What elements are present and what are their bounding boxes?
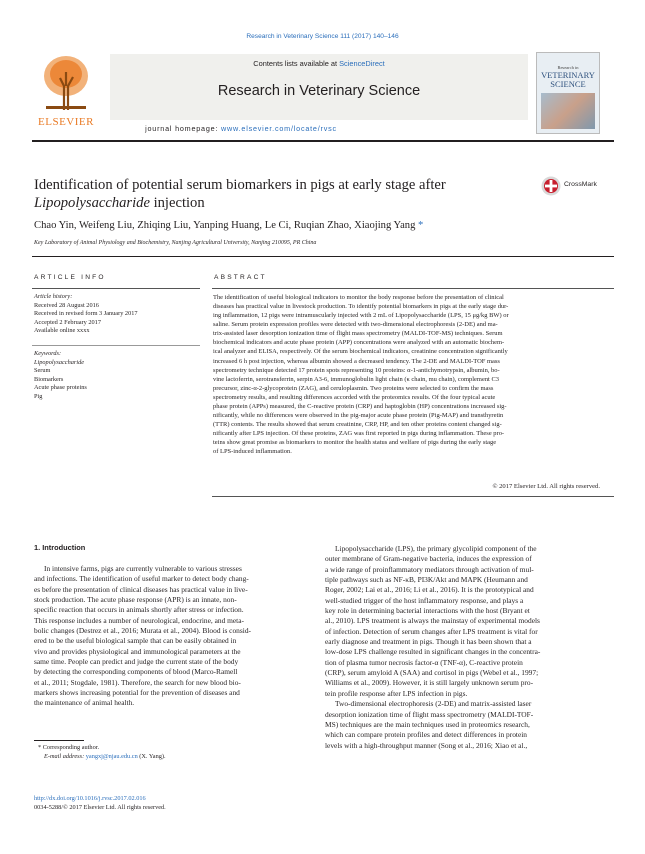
keyword-item: Biomarkers: [34, 375, 64, 383]
introduction-right-column: [325, 544, 603, 751]
body-line: which can compare protein profiles and detect differences in protein: [325, 730, 528, 740]
introduction-left-column: [34, 564, 306, 709]
history-item: Received in revised form 3 January 2017: [34, 310, 138, 317]
article-title-lps: Lipopolysaccharide: [34, 195, 150, 211]
body-line: Two-dimensional electrophoresis (2-DE) and matrix-assisted laser: [335, 699, 532, 709]
abstract-line: biochemical indicators and acute phase protein (APP) concentrations were analyzed with an automatic biochem-: [213, 339, 505, 347]
abstract-line: trix-assisted laser desorption ionization time of flight mass spectrometry (MALDI-TOF-MS) techniques. Serum: [213, 330, 503, 338]
abstract-heading: ABSTRACT: [214, 274, 267, 281]
body-line: outer membrane of Gram-negative bacteria, induces the expression of: [325, 554, 532, 564]
keywords: [34, 350, 200, 401]
abstract-line: phase protein (APPs) measured, the C-reactive protein (CRP) and haptoglobin (HP) concentrations increased sig-: [213, 402, 507, 410]
body-line: the maintenance of animal health.: [34, 698, 135, 708]
author-affiliation: Key Laboratory of Animal Physiology and Biochemistry, Nanjing Agricultural University, Nanjing 210095, PR China: [34, 240, 317, 246]
body-line: Williams et al., 2009). However, it is still largely unknown serum pro-: [325, 678, 534, 688]
body-line: stock production. The acute phase response (APR) is an innate, non-: [34, 595, 237, 605]
doi-block: [34, 795, 166, 812]
body-line: early diagnose and treatment in pigs. Though it has been shown that a: [325, 637, 532, 647]
abstract-line: (TTR) contents. The results showed that serum creatinine, CRP, HP, and ten other proteins content changed sig-: [213, 421, 502, 429]
body-line: es before the presentation of clinical diseases has practical value in live-: [34, 584, 248, 594]
keyword-item: Acute phase proteins: [34, 384, 87, 391]
body-line: tiple pathways such as NF-κB, PI3K/Akt and MAPK (Heumann and: [325, 575, 528, 585]
author-list: [34, 220, 423, 231]
article-info-rule: [32, 288, 200, 289]
body-line: key role in determining bacterial interactions with the host (Bryant et: [325, 606, 530, 616]
body-line: bolic changes (Destrez et al., 2016; Murata et al., 2004). Blood is consid-: [34, 626, 251, 636]
contents-line: [110, 59, 528, 68]
cover-line-3: SCIENCE: [550, 79, 586, 89]
history-item: Accepted 2 February 2017: [34, 318, 101, 326]
article-title-line-1: Identification of potential serum biomarkers in pigs at early stage after: [34, 177, 446, 193]
crossmark-icon: [541, 176, 561, 196]
abstract-line: saline. Serum protein expression profiles were detected with two-dimensional electrophoresis (2-DE) and ma-: [213, 321, 498, 329]
email-label: E-mail address:: [44, 752, 86, 760]
article-info-heading: ARTICLE INFO: [34, 274, 106, 281]
header-rule: [32, 256, 614, 257]
abstract-line: nificantly, while no differences were observed in the pig-major acute phase protein (Pig-MAP) and transthyretin: [213, 412, 504, 420]
keyword-item: Pig: [34, 392, 43, 400]
history-item: Available online xxxx: [34, 327, 90, 334]
contents-prefix: Contents lists available at: [253, 59, 340, 68]
abstract-line: ical analyzer and ELISA, respectively. Of the serum biochemical indicators, creatinine concentration significantly: [213, 348, 508, 356]
abstract-line: precursor, zinc-α-2-glycoprotein (ZAG), and ceruloplasmin. Two proteins were selected to confirm the mass: [213, 384, 494, 392]
abstract-line: nificantly after LPS injection. Of these proteins, ZAG was first reported in pigs during inflammation. These pro-: [213, 430, 505, 438]
body-line: et al., 2011; Stogdale, 1981). Therefore, the search for new blood bio-: [34, 677, 241, 687]
corresponding-author-label: Corresponding author.: [42, 744, 100, 751]
cover-image: [541, 93, 595, 129]
body-line: same time. People can predict and judge the current state of the body: [34, 657, 239, 667]
body-line: al., 2010). LPS treatment is always the mainstay of experimental models: [325, 616, 540, 626]
cover-line-2: VETERINARY: [541, 70, 595, 80]
body-line: by detecting the corresponding components of blood (Marco-Ramell: [34, 667, 238, 677]
body-line: desorption ionization time of flight mass spectrometry (MALDI-TOF-: [325, 709, 534, 719]
body-line: of infection. Detection of serum changes after LPS treatment is vital for: [325, 626, 538, 636]
abstract-line: ing inflammation, 12 pigs were intramuscularly injected with 2 mL of Lipopolysaccharide (LPS, 15 μg/kg BW) or: [213, 312, 509, 320]
history-item: Received 28 August 2016: [34, 301, 99, 309]
body-line: ered to be the useful biological sample that can be easily obtained in: [34, 636, 237, 646]
body-line: tion of plasma tumor necrosis factor-α (TNF-α), C-reactive protein: [325, 657, 523, 667]
sciencedirect-link[interactable]: ScienceDirect: [339, 59, 385, 68]
body-line: Roger, 2002; Lai et al., 2016; Li et al., 2016). It is the prototypical and: [325, 585, 534, 595]
homepage-label: journal homepage:: [145, 124, 222, 133]
article-history: [34, 293, 200, 336]
journal-citation-header[interactable]: Research in Veterinary Science 111 (2017) 140–146: [246, 33, 399, 40]
body-line: markers shows increasing potential for the prevention of diseases and: [34, 688, 240, 698]
keyword-item: Lipopolysaccharide: [34, 358, 85, 366]
abstract-line: of LPS-induced inflammation.: [213, 448, 292, 456]
body-line: low-dose LPS challenge resulted in significant changes in the concentra-: [325, 647, 541, 657]
body-line: a wide range of proinflammatory mediators through activation of mul-: [325, 564, 534, 574]
introduction-heading: 1. Introduction: [34, 543, 86, 552]
body-line: MS) techniques are the main techniques used in proteomics research,: [325, 719, 530, 729]
doi-link[interactable]: http://dx.doi.org/10.1016/j.rvsc.2017.02.016: [34, 795, 146, 802]
abstract-line: spectrometry results, and resulting differences accorded with the proteomics results. Of the four typical acute: [213, 393, 496, 401]
issn-line: 0034-5288/© 2017 Elsevier Ltd. All rights reserved.: [34, 803, 166, 811]
journal-homepage-line: [32, 124, 450, 133]
abstract-rule: [212, 288, 614, 289]
abstract-line: spectrometry technique detected 17 protein spots representing 10 proteins: α-1-antichymotrypsin, albumin, bo-: [213, 366, 500, 374]
author-email-link[interactable]: yangxj@njau.edu.cn: [85, 752, 138, 760]
footnote-marker: *: [38, 744, 42, 751]
journal-title: Research in Veterinary Science: [217, 83, 421, 99]
body-line: (CRP), serum amyloid A (SAA) and cortisol in pigs (Webel et al., 1997;: [325, 668, 539, 678]
body-line: tein profile response after LPS infection in pigs.: [325, 688, 468, 698]
abstract-line: teins show great promise as biomarkers to monitor the health status and welfare of pigs during the early stage: [213, 439, 497, 447]
abstract-line: vine lactoferrin, serotransferrin, serpin A3-6, immunoglobulin light chain (κ chain, mu chain), complement C3: [213, 375, 500, 383]
journal-cover-thumbnail[interactable]: [536, 52, 600, 134]
body-line: specific reaction that occurs in animals shortly after stress or infection.: [34, 605, 244, 615]
article-title: [34, 176, 514, 212]
body-line: vivo and provides physiological and immunological parameters at the: [34, 646, 241, 656]
footnote: [34, 744, 166, 761]
abstract-end-rule: [212, 496, 614, 497]
crossmark-label: CrossMark: [564, 181, 597, 188]
cover-line-1: Research in: [557, 65, 579, 70]
journal-homepage-link[interactable]: www.elsevier.com/locate/rvsc: [221, 124, 337, 133]
footnote-rule: [34, 740, 84, 741]
journal-banner: [110, 54, 528, 120]
article-title-line-2-rest: injection: [149, 195, 205, 211]
masthead-rule: [32, 140, 614, 142]
abstract-line: The identification of useful biological indicators to monitor the body response before the presentation of clinical: [213, 294, 504, 301]
elsevier-wordmark: ELSEVIER: [38, 116, 94, 128]
crossmark-badge[interactable]: [541, 176, 611, 196]
corresponding-author-marker[interactable]: *: [418, 220, 424, 231]
body-line: Lipopolysaccharide (LPS), the primary glycolipid component of the: [335, 544, 537, 553]
abstract-body: [213, 293, 600, 456]
article-info-divider: [32, 345, 200, 346]
journal-masthead: [32, 48, 614, 137]
abstract-line: diseases has practical value in livestock production. To identify potential biomarkers in pigs at the early stage dur-: [213, 303, 509, 311]
body-line: well-studied trigger of the host inflammatory response, and plays a: [325, 595, 524, 605]
author-names: Chao Yin, Weifeng Liu, Zhiqing Liu, Yanping Huang, Le Ci, Ruqian Zhao, Xiaojing Yang: [34, 220, 416, 231]
abstract-copyright: © 2017 Elsevier Ltd. All rights reserved.: [492, 483, 600, 490]
email-suffix: (X. Yang).: [137, 752, 166, 760]
history-label: Article history:: [34, 293, 73, 300]
body-line: In intensive farms, pigs are currently vulnerable to various stresses: [44, 564, 242, 573]
body-line: levels with a high-throughput manner (Song et al., 2016; Xiao et al.,: [325, 740, 528, 750]
abstract-line: increased 6 h post injection, whereas albumin showed a decreased tendency. The 2-DE and MALDI-TOF mass: [213, 357, 500, 365]
body-line: and infections. The identification of useful marker to detect body chang-: [34, 574, 249, 584]
elsevier-logo[interactable]: [32, 52, 100, 130]
elsevier-tree-icon: [40, 52, 92, 112]
body-line: This response includes a number of neurological, endocrine, and meta-: [34, 615, 244, 625]
keyword-item: Serum: [34, 367, 51, 374]
keywords-label: Keywords:: [34, 350, 62, 357]
